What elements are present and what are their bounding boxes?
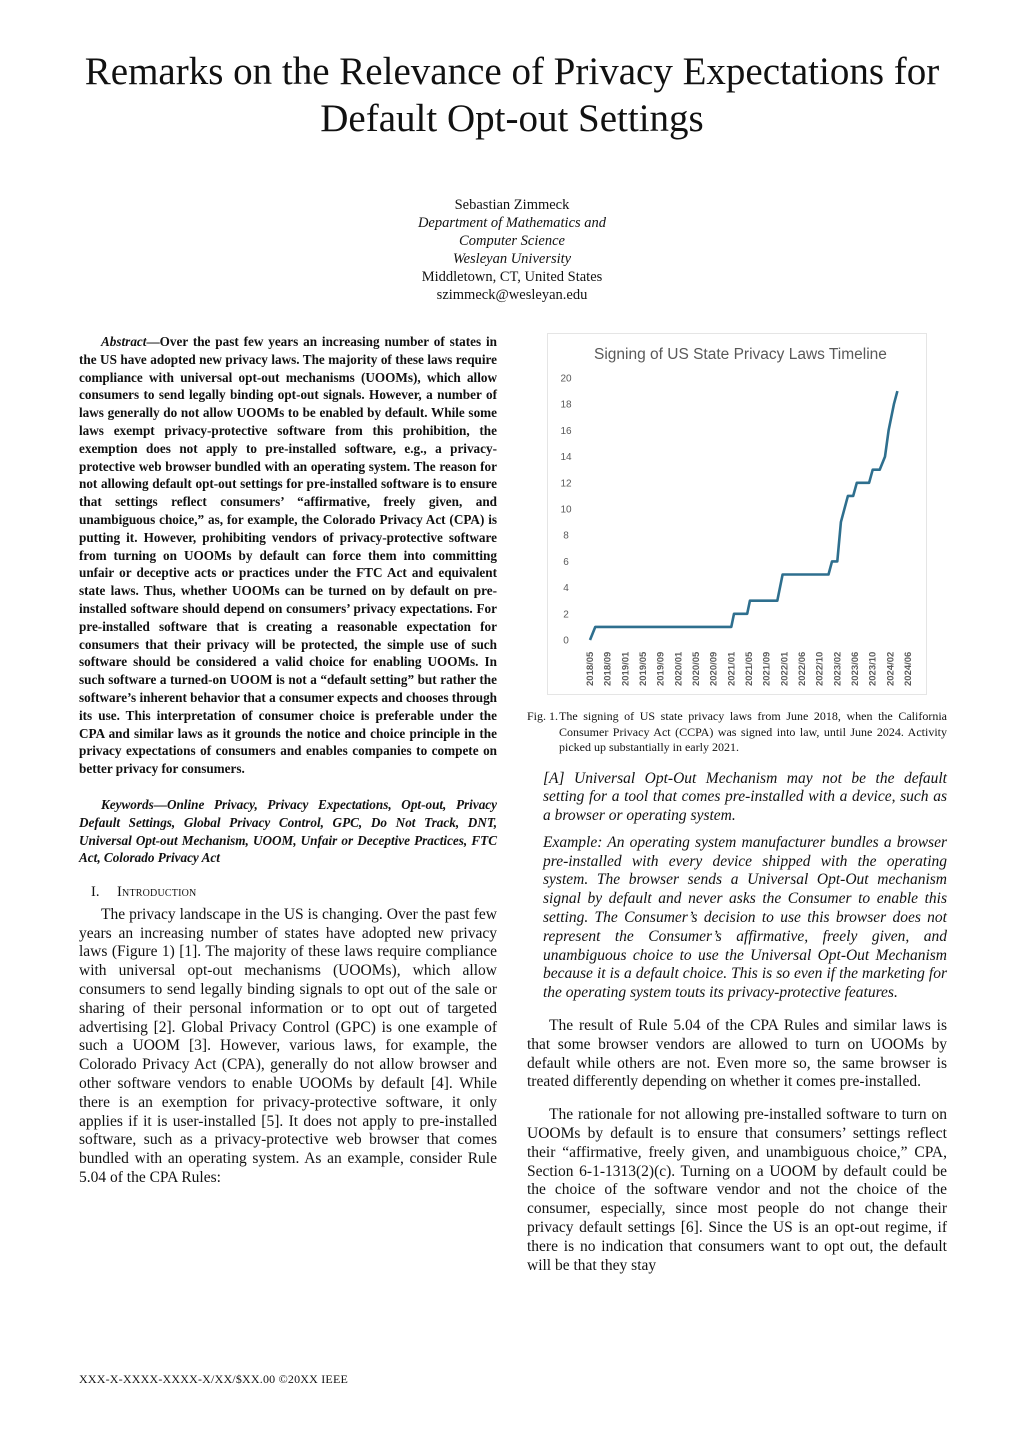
y-tick-label: 0 <box>563 635 569 647</box>
x-tick-label: 2019/09 <box>655 651 667 686</box>
series-line <box>590 391 897 640</box>
x-tick-label: 2021/09 <box>761 651 773 686</box>
x-tick-label: 2022/10 <box>814 651 826 686</box>
author-location: Middletown, CT, United States <box>421 269 603 285</box>
x-tick-label: 2023/06 <box>850 651 861 686</box>
rule-example: Example: An operating system manufacturer bundles a browser pre-installed with every device shipped with the operating system. The browser sends a Universal Opt-Out mechanism signal by default and never asks the Consumer to enable this setting. The Consumer’s decision to use this browser does not represent the Consumer’s affirmative, freely given, and unambiguous choice to use the Universal Opt-Out Mechanism because it is a default choice. This is so even if the marketing for the operating system touts its privacy-protective features. <box>543 833 947 1002</box>
y-tick-label: 18 <box>560 399 572 411</box>
x-tick-label: 2021/01 <box>726 651 738 686</box>
paper-title: Remarks on the Relevance of Privacy Expectations for Default Opt-out Settings <box>84 50 940 140</box>
y-tick-label: 8 <box>563 530 569 542</box>
x-tick-label: 2020/09 <box>708 651 720 686</box>
y-tick-label: 6 <box>563 556 569 568</box>
author-department-line2: Computer Science <box>459 233 565 249</box>
right-paragraph-2: The rationale for not allowing pre-installed software to turn on UOOMs by default is to ensure that consumers’ settings reflect their “affirmative, freely given, and unambiguous choice,” CPA, Section 6-1-1313(2)(c). Turning on a UOOM by default could be the choice of the software vendor and not the choice of the consumer, especially, since most people do not change their privacy default settings [6]. Since the US is an opt-out regime, if there is no indication that consumers want to opt out, the default will be that they stay <box>527 1106 947 1274</box>
figure-caption <box>527 709 947 756</box>
intro-paragraph: The privacy landscape in the US is changing. Over the past few years an increasing number of states have adopted new privacy laws (Figure 1) [1]. The majority of these laws require compliance with universal opt-out mechanisms (UOOMs), which allow consumers to send legally binding signals to opt out of the sale or sharing of their personal information or to opt out of targeted advertising [2]. Global Privacy Control (GPC) is one example of such a UOOM [3]. However, various laws, for example, the Colorado Privacy Act (CPA), generally do not allow browser and other software vendors to enable UOOMs by default [4]. While there is an exemption for privacy-protective software, it only applies if it is user-installed [5]. It does not apply to pre-installed software, such as a privacy-protective web browser that comes bundled with an operating system. As an example, consider Rule 5.04 of the CPA Rules: <box>79 905 497 1186</box>
x-tick-label: 2023/02 <box>832 651 844 686</box>
figure-caption-text: The signing of US state privacy laws from June 2018, when the California Consumer Privacy Act (CCPA) was signed into law, until June 2024. Activity picked up substantially in early 2021. <box>559 709 947 754</box>
left-column <box>79 333 497 1188</box>
x-tick-label: 2022/06 <box>797 651 808 686</box>
y-tick-label: 14 <box>560 452 572 464</box>
x-tick-label: 2021/05 <box>744 651 755 686</box>
x-tick-label: 2019/05 <box>638 651 649 686</box>
section-number: I. <box>91 884 100 901</box>
section-heading <box>79 883 497 902</box>
figure-label: Fig. 1. <box>527 709 559 723</box>
figure-1 <box>547 333 927 695</box>
x-tick-label: 2018/05 <box>585 651 596 686</box>
x-tick-label: 2024/06 <box>903 651 914 686</box>
footer-copyright: XXX-X-XXXX-XXXX-X/XX/$XX.00 ©20XX IEEE <box>79 1372 349 1386</box>
author-university: Wesleyan University <box>452 251 572 267</box>
right-column <box>527 333 947 1275</box>
timeline-chart <box>548 334 926 694</box>
y-tick-label: 10 <box>560 504 572 516</box>
section-title: Introduction <box>117 884 197 901</box>
author-block <box>312 196 712 304</box>
y-tick-label: 12 <box>560 478 572 490</box>
chart-title: Signing of US State Privacy Laws Timeline <box>594 346 887 363</box>
abstract-label: Abstract <box>101 334 147 349</box>
y-tick-label: 2 <box>563 609 569 621</box>
abstract-text: —Over the past few years an increasing number of states in the US have adopted new privacy laws. The majority of these laws require compliance with universal opt-out mechanisms (UOOMs), which allow consumers to send legally binding opt-out signals. However, a number of laws generally do not allow UOOMs to be enabled by default. While some laws exempt privacy-protective software from this prohibition, the exemption does not apply to pre-installed software, e.g., a privacy-protective web browser bundled with an operating system. The reason for not allowing default opt-out settings for pre-installed software is to ensure that settings reflect consumers’ “affirmative, freely given, and unambiguous choice,” as, for example, the Colorado Privacy Act (CPA) is putting it. However, prohibiting vendors of privacy-protective software from turning on UOOMs by default can force them into committing unfair or deceptive acts or practices under the FTC Act and equivalent state laws. Thus, whether UOOMs can be turned on by default on pre-installed software should depend on consumers’ privacy expectations. For pre-installed software that is creating a reasonable expectation for consumers that their privacy will be protected, the simple use of such software should be considered a valid choice for enabling UOOMs. In such software a turned-on UOOM is not a “default setting” but rather the software’s inherent behavior that a consumer expects and chooses through its use. This interpretation of consumer choice is preferable under the CPA and similar laws as it grounds the notice and choice principle in the privacy expectations of consumers and enables companies to compete on better privacy for consumers. <box>79 334 497 777</box>
x-tick-label: 2019/01 <box>620 651 632 686</box>
y-tick-label: 4 <box>563 583 569 595</box>
y-tick-label: 16 <box>560 425 572 437</box>
x-tick-label: 2018/09 <box>602 651 614 686</box>
author-email: szimmeck@wesleyan.edu <box>436 287 588 303</box>
author-name: Sebastian Zimmeck <box>454 197 570 213</box>
y-tick-label: 20 <box>560 373 572 385</box>
keywords: Keywords—Online Privacy, Privacy Expectations, Opt-out, Privacy Default Settings, Global Privacy Control, GPC, Do Not Track, DNT, Universal Opt-out Mechanism, UOOM, Unfair or Deceptive Practices, FTC Act, Colorado Privacy Act <box>79 796 497 866</box>
abstract <box>79 333 497 778</box>
x-tick-label: 2023/10 <box>867 651 879 686</box>
x-tick-label: 2020/01 <box>673 651 685 686</box>
x-tick-label: 2020/05 <box>691 651 702 686</box>
right-paragraph-1: The result of Rule 5.04 of the CPA Rules and similar laws is that some browser vendors are allowed to turn on UOOMs by default while others are not. Even more so, the same browser is treated differently depending on whether it comes pre-installed. <box>527 1017 947 1091</box>
x-tick-label: 2024/02 <box>885 651 897 686</box>
author-department-line1: Department of Mathematics and <box>417 215 607 231</box>
x-tick-label: 2022/01 <box>779 651 791 686</box>
rule-quote: [A] Universal Opt-Out Mechanism may not be the default setting for a tool that comes pre-installed with a device, such as a browser or operating system. <box>543 769 947 825</box>
